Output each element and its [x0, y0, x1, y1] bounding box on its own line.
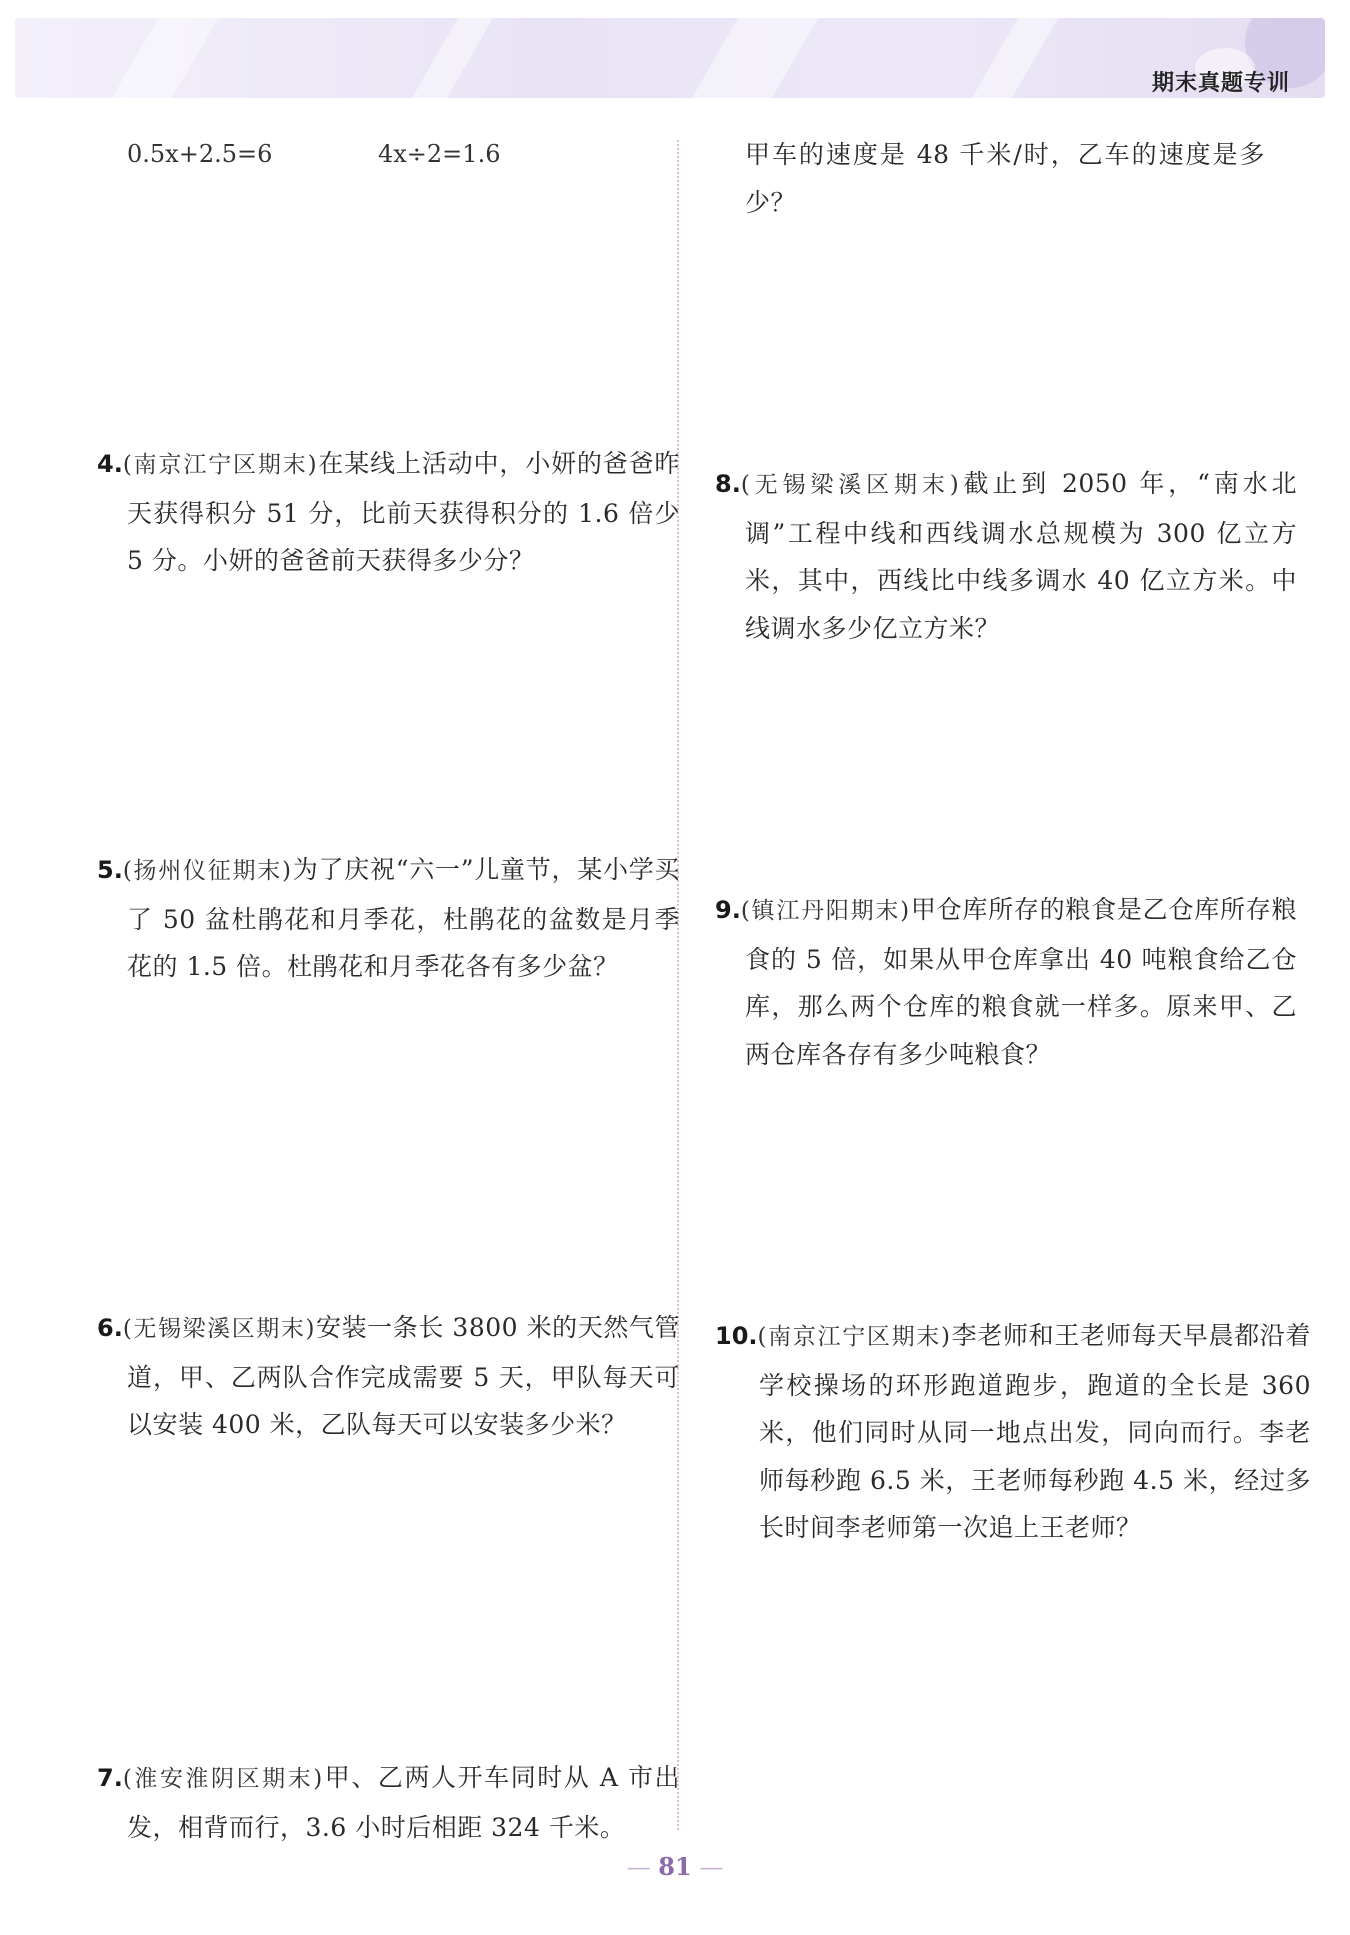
section-title: 期末真题专训 — [1151, 71, 1290, 96]
problem-number: 6. — [97, 1314, 123, 1342]
page-number: — 81 — — [626, 1852, 724, 1881]
equation-1: 0.5x+2.5=6 — [127, 140, 273, 168]
problem-7 — [97, 1754, 680, 1851]
page-number-value: 81 — [658, 1852, 692, 1881]
problem-number: 7. — [97, 1764, 123, 1792]
problem-text: 为了庆祝“六一”儿童节，某小学买了 50 盆杜鹃花和月季花，杜鹃花的盆数是月季花的 1.5 倍。杜鹃花和月季花各有多少盆？ — [127, 855, 680, 981]
problem-10 — [715, 1312, 1311, 1552]
problem-source: (无锡梁溪区期末) — [122, 1316, 316, 1342]
problem-text: 在某线上活动中，小妍的爸爸昨天获得积分 51 分，比前天获得积分的 1.6 倍少 5 分。小妍的爸爸前天获得多少分？ — [127, 449, 680, 575]
problem-text: 李老师和王老师每天早晨都沿着学校操场的环形跑道跑步，跑道的全长是 360 米，他们同时从同一地点出发，同向而行。李老师每秒跑 6.5 米，王老师每秒跑 4.5 米，经过多长时间李老师第一次追上王老师？ — [759, 1321, 1311, 1542]
problem-text: 截止到 2050 年，“南水北调”工程中线和西线调水总规模为 300 亿立方米，其中，西线比中线多调水 40 亿立方米。中线调水多少亿立方米？ — [745, 469, 1297, 643]
problem-number: 9. — [715, 896, 741, 924]
problem-number: 8. — [715, 470, 741, 498]
problem-source: (南京江宁区期末) — [122, 452, 319, 478]
problem-7-continued — [745, 131, 1265, 226]
problem-source: (南京江宁区期末) — [757, 1324, 952, 1350]
problem-text: 甲仓库所存的粮食是乙仓库所存粮食的 5 倍，如果从甲仓库拿出 40 吨粮食给乙仓库，那么两个仓库的粮食就一样多。原来甲、乙两仓库各存有多少吨粮食？ — [745, 895, 1297, 1069]
problem-8 — [715, 460, 1297, 652]
problem-5 — [97, 846, 680, 991]
problem-number: 10. — [715, 1322, 758, 1350]
problem-source: (镇江丹阳期末) — [740, 898, 911, 924]
problem-9 — [715, 886, 1297, 1078]
problem-6 — [97, 1304, 680, 1449]
equations-row — [127, 140, 500, 168]
equation-2: 4x÷2=1.6 — [378, 140, 501, 168]
problem-source: (淮安淮阴区期末) — [122, 1766, 324, 1792]
problem-source: (扬州仪征期末) — [122, 858, 293, 884]
problem-4 — [97, 440, 680, 585]
problem-text: 甲车的速度是 48 千米/时，乙车的速度是多少？ — [745, 140, 1265, 217]
problem-source: (无锡梁溪区期末) — [740, 472, 961, 498]
problem-text: 安装一条长 3800 米的天然气管道，甲、乙两队合作完成需要 5 天，甲队每天可以安装 400 米，乙队每天可以安装多少米？ — [127, 1313, 680, 1439]
header-banner — [15, 18, 1325, 98]
problem-number: 4. — [97, 450, 123, 478]
problem-text: 甲、乙两人开车同时从 A 市出发，相背而行，3.6 小时后相距 324 千米。 — [127, 1763, 681, 1842]
problem-number: 5. — [97, 856, 123, 884]
